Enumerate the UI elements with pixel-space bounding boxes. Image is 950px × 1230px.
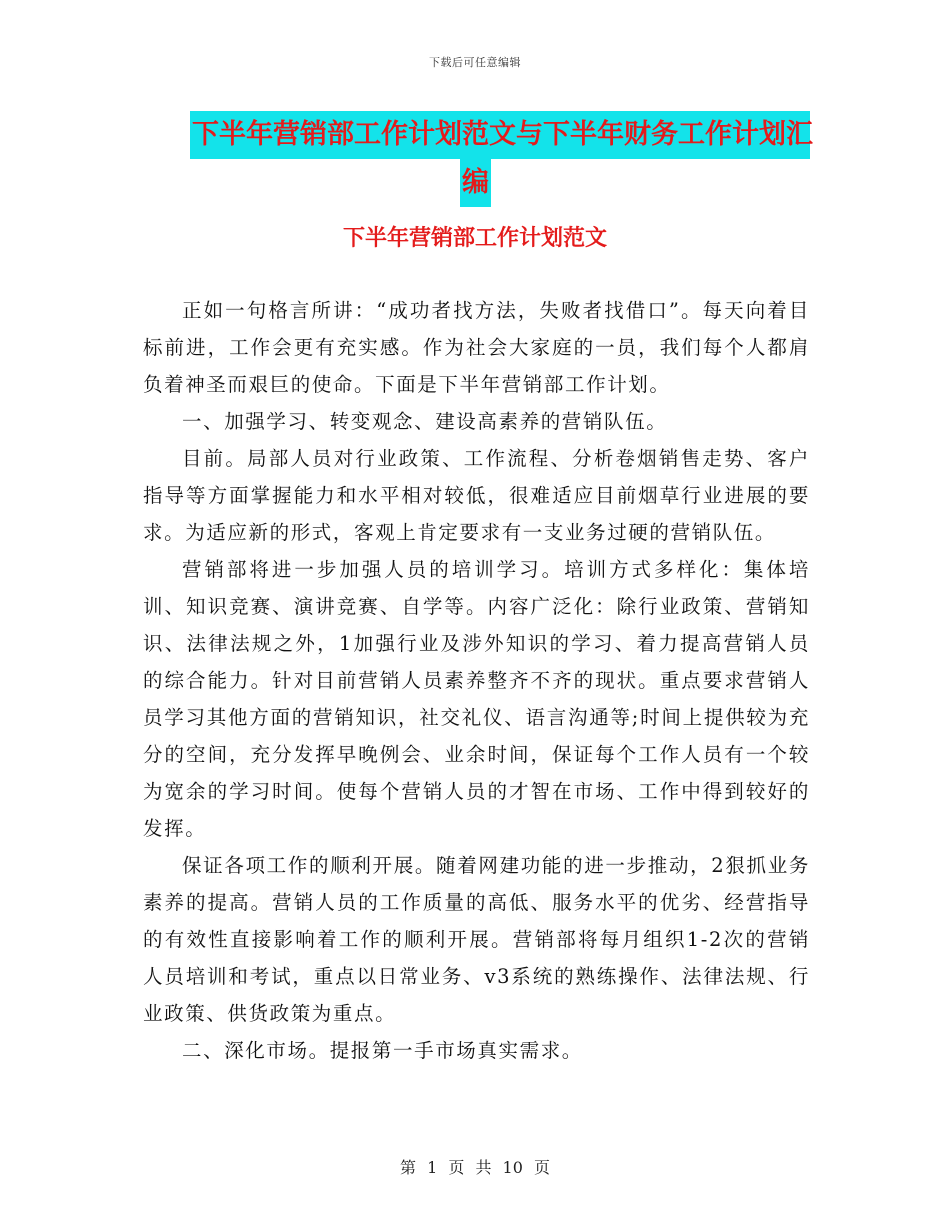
document-title <box>190 111 813 207</box>
document-body <box>143 292 810 1069</box>
section-title: 下半年营销部工作计划范文 <box>342 226 607 251</box>
document-title-line2: 编 <box>460 159 491 207</box>
paragraph: 正如一句格言所讲：“成功者找方法，失败者找借口”。每天向着目标前进，工作会更有充实感。作为社会大家庭的一员，我们每个人都肩负着神圣而艰巨的使命。下面是下半年营销部工作计划。 <box>143 299 810 396</box>
paragraph: 一、加强学习、转变观念、建设高素养的营销队伍。 <box>182 410 668 433</box>
paragraph: 目前。局部人员对行业政策、工作流程、分析卷烟销售走势、客户指导等方面掌握能力和水平相对较低，很难适应目前烟草行业进展的要求。为适应新的形式，客观上肯定要求有一支业务过硬的营销队伍。 <box>143 447 810 544</box>
document-title-line1: 下半年营销部工作计划范文与下半年财务工作计划汇 <box>190 111 810 159</box>
header-note: 下载后可任意编辑 <box>429 56 521 69</box>
paragraph: 保证各项工作的顺利开展。随着网建功能的进一步推动，2狠抓业务素养的提高。营销人员的工作质量的高低、服务水平的优劣、经营指导的有效性直接影响着工作的顺利开展。营销部将每月组织1-2次的营销人员培训和考试，重点以日常业务、v3系统的熟练操作、法律法规、行业政策、供货政策为重点。 <box>143 854 810 1025</box>
paragraph: 营销部将进一步加强人员的培训学习。培训方式多样化：集体培训、知识竞赛、演讲竞赛、自学等。内容广泛化：除行业政策、营销知识、法律法规之外，1加强行业及涉外知识的学习、着力提高营销人员的综合能力。针对目前营销人员素养整齐不齐的现状。重点要求营销人员学习其他方面的营销知识，社交礼仪、语言沟通等;时间上提供较为充分的空间，充分发挥早晚例会、业余时间，保证每个工作人员有一个较为宽余的学习时间。使每个营销人员的才智在市场、工作中得到较好的发挥。 <box>143 558 810 840</box>
paragraph: 二、深化市场。提报第一手市场真实需求。 <box>182 1039 583 1062</box>
page-footer: 第 1 页 共 10 页 <box>400 1158 550 1177</box>
